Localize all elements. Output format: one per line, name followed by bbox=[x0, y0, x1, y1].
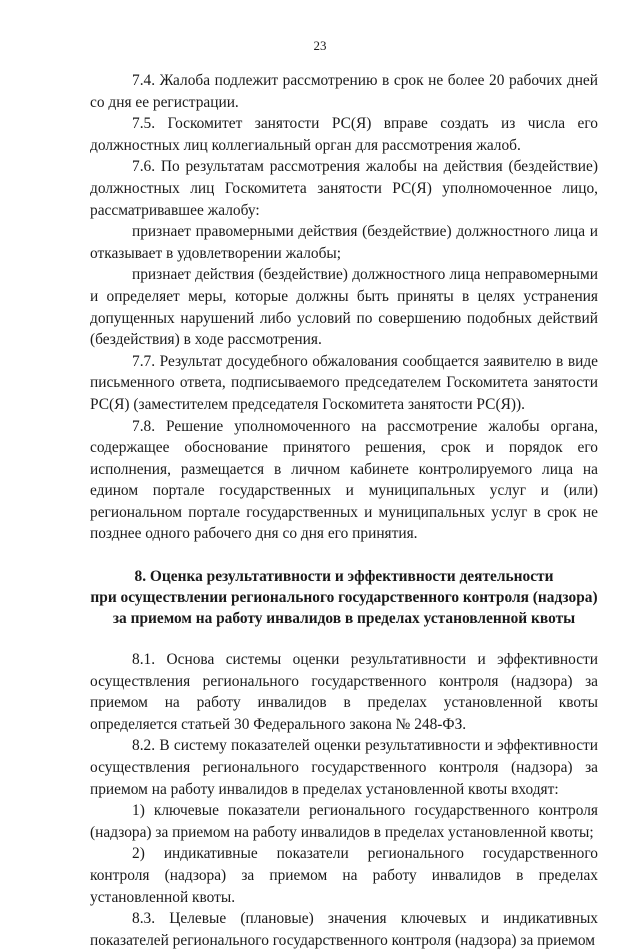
page-number: 23 bbox=[313, 38, 327, 53]
paragraph-7-6-option-1: признает правомерными действия (бездействие) должностного лица и отказывает в удовлетворении жалобы; bbox=[90, 223, 598, 262]
paragraph-8-2-item-2: 2) индикативные показатели регионального государственного контроля (надзора) за приемом на работу инвалидов в пределах установленной квоты. bbox=[90, 845, 598, 906]
section-heading-line-2: при осуществлении регионального государственного контроля (надзора) bbox=[90, 589, 598, 607]
paragraph-8-2: 8.2. В систему показателей оценки результативности и эффективности осуществления регионального государственного контроля (надзора) за приемом на работу инвалидов в пределах установленной квоты входят: bbox=[90, 737, 598, 798]
section-heading bbox=[90, 566, 598, 629]
paragraph-8-3: 8.3. Целевые (плановые) значения ключевых и индикативных показателей регионального государственного контроля (надзора) за приемом bbox=[90, 910, 598, 949]
paragraph-7-8: 7.8. Решение уполномоченного на рассмотрение жалобы органа, содержащее обоснование принятого решения, срок и порядок его исполнения, размещается в личном кабинете контролируемого лица на едином портале государственных и муниципальных услуг и (или) региональном портале государственных и муниципальных услуг в срок не позднее одного рабочего дня со дня его принятия. bbox=[90, 417, 598, 543]
section-heading-line-3: за приемом на работу инвалидов в пределах установленной квоты bbox=[112, 610, 576, 628]
paragraph-8-1: 8.1. Основа системы оценки результативности и эффективности осуществления регионального государственного контроля (надзора) за приемом на работу инвалидов в пределах установленной квоты определяется статьей 30 Федерального закона № 248-ФЗ. bbox=[90, 651, 598, 733]
paragraph-7-6: 7.6. По результатам рассмотрения жалобы на действия (бездействие) должностных лиц Госкомитета занятости РС(Я) уполномоченное лицо, рассматривавшее жалобу: bbox=[90, 158, 598, 219]
section-heading-line-1: 8. Оценка результативности и эффективности деятельности bbox=[134, 568, 554, 586]
paragraph-7-7: 7.7. Результат досудебного обжалования сообщается заявителю в виде письменного ответа, подписываемого председателем Госкомитета занятости РС(Я) (заместителем председателя Госкомитета занятости РС(Я)). bbox=[90, 352, 598, 413]
paragraph-7-6-option-2: признает действия (бездействие) должностного лица неправомерными и определяет меры, которые должны быть приняты в целях устранения допущенных нарушений либо условий по совершению подобных действий (бездействия) в ходе рассмотрения. bbox=[90, 266, 598, 349]
paragraph-8-2-item-1: 1) ключевые показатели регионального государственного контроля (надзора) за приемом на работу инвалидов в пределах установленной квоты; bbox=[90, 802, 598, 841]
paragraph-7-5: 7.5. Госкомитет занятости РС(Я) вправе создать из числа его должностных лиц коллегиальный орган для рассмотрения жалоб. bbox=[90, 115, 598, 154]
document-body bbox=[90, 70, 598, 951]
paragraph-7-4: 7.4. Жалоба подлежит рассмотрению в срок не более 20 рабочих дней со дня ее регистрации. bbox=[90, 72, 598, 111]
